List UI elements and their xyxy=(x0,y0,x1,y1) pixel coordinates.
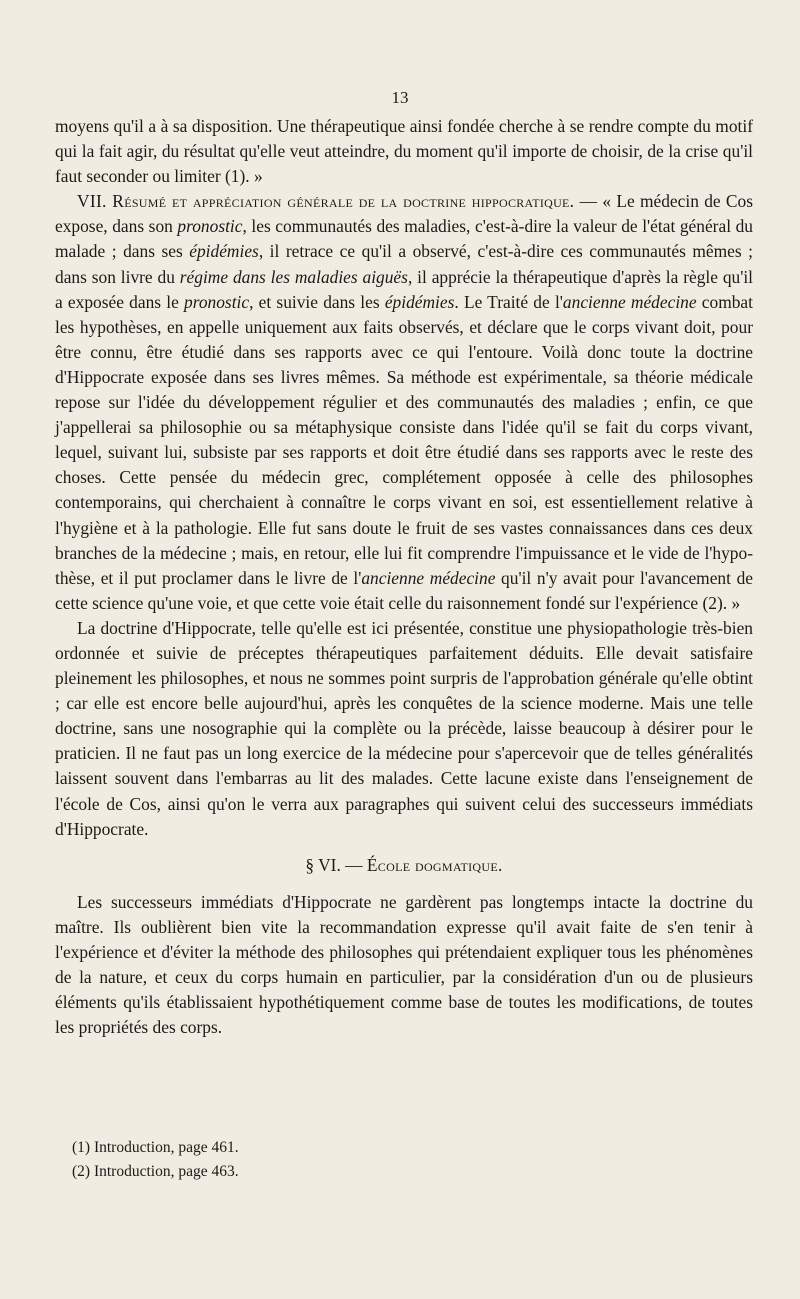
section-heading xyxy=(55,853,753,878)
section-title: École dogmatique. xyxy=(366,854,503,875)
italic-run: régime dans les maladies aiguës xyxy=(179,266,408,287)
text-run: , les communautés des maladies, c'est-à-dire la valeur de l'état général du malade ; dans ses xyxy=(55,216,753,262)
italic-run: pronostic xyxy=(184,291,250,312)
italic-run: épidémies xyxy=(189,241,259,262)
italic-run: épidémies xyxy=(384,291,455,312)
italic-run: pronostic xyxy=(177,216,243,237)
paragraph-2 xyxy=(55,189,753,616)
paragraph-3: La doctrine d'Hippocrate, telle qu'elle est ici présentée, constitue une physiopathologie très-bien ordonnée et suivie de préceptes thérapeutiques parfaitement déduits. Elle devait satisfaire pleinement les philosophes, et nous ne sommes point surpris de l'approbation générale qu'elle obtint ; car elle est encore belle aujourd'hui, après les conquêtes de la science moderne. Mais une telle doctrine, sans une nosographie qui la complète ou la précède, laisse beaucoup à désirer pour le praticien. Il ne faut pas un long exercice de la médecine pour s'apercevoir que de telles généralités laissent souvent dans l'embarras au lit des malades. Cette lacune existe dans l'enseignement de l'école de Cos, ainsi qu'on le verra aux paragraphes qui suivent celui des successeurs immédiats d'Hippocrate. xyxy=(55,617,753,839)
page-number: 13 xyxy=(391,88,409,107)
text-run: , il apprécie la thérapeutique d'après la règle qu'il a exposée dans le xyxy=(55,266,754,312)
text-run: qu'il n'y avait pour l'avancement de cette science qu'une voie, et que cette voie était celle du raisonnement fondé sur l'expérience (2). » xyxy=(55,567,754,613)
body-text xyxy=(55,114,753,1040)
section-number: § VI. — xyxy=(305,854,367,875)
text-run: — « Le médecin de Cos expose, dans son xyxy=(55,191,753,237)
footnote-2: (2) Introduction, page 463. xyxy=(72,1163,239,1180)
text-run: . Le Traité de l' xyxy=(454,291,563,312)
italic-run: ancienne médecine xyxy=(562,291,697,312)
footnotes xyxy=(72,1136,672,1184)
paragraph-4: Les successeurs immédiats d'Hippocrate ne gardèrent pas longtemps intacte la doctrine du maître. Ils oublièrent bien vite la recommandation expresse qu'il avait faite de s'en tenir à l'expérience et d'éviter la méthode des philosophes qui prétendaient expliquer tous les phénomènes de la nature, et ceux du corps humain en particulier, par la considération d'un ou de plusieurs éléments qu'ils établissaient hypothétiquement comme base de toutes les modifications, de toutes les propriétés des corps. xyxy=(55,891,753,1038)
italic-run: ancienne médecine xyxy=(361,567,496,588)
footnote-1: (1) Introduction, page 461. xyxy=(72,1139,239,1156)
text-run: , il retrace ce qu'il a observé, c'est-à-dire ces communautés mêmes ; dans son livre du xyxy=(55,241,753,287)
section-vii-label: VII. Résumé et appréciation générale de la doctrine hippocratique. xyxy=(77,191,575,212)
paragraph-1: moyens qu'il a à sa disposition. Une thérapeutique ainsi fondée cherche à se rendre compte du motif qui la fait agir, du résultat qu'elle veut atteindre, du moment qu'il importe de choisir, de la crise qu'il faut seconder ou limiter (1). » xyxy=(55,116,753,187)
text-run: , et suivie dans les xyxy=(249,291,385,312)
text-run: combat les hypothèses, en appelle uniquement aux faits observés, et déclare que le corps vivant doit, pour être connu, être étudié dans ses rapports avec ce qui l'entoure. Voilà donc toute la doctrine d'Hippocrate exposée dans ses livres mêmes. Sa méthode est expérimentale, sa théorie médicale repose sur l'idée du développement régulier et des communautés des maladies ; enfin, ce que j'appellerai sa philosophie ou sa métaphysique consiste dans l'idée qu'il se fait du corps vivant, lequel, suivant lui, subsiste par ses rapports et doit être étudié dans ses rapports avec le reste des choses. Cette pensée du médecin grec, complétement opposée à celle des philosophes contemporains, qui cherchaient à connaître le corps vivant en soi, est essentiellement relative à l'hygiène et à la pathologie. Elle fut sans doute le fruit de ses vastes connaissances dans ces deux branches de la médecine ; mais, en retour, elle lui fit comprendre l'impuissance et le vide de l'hypothèse, et il put proclamer dans le livre de l' xyxy=(55,291,753,588)
